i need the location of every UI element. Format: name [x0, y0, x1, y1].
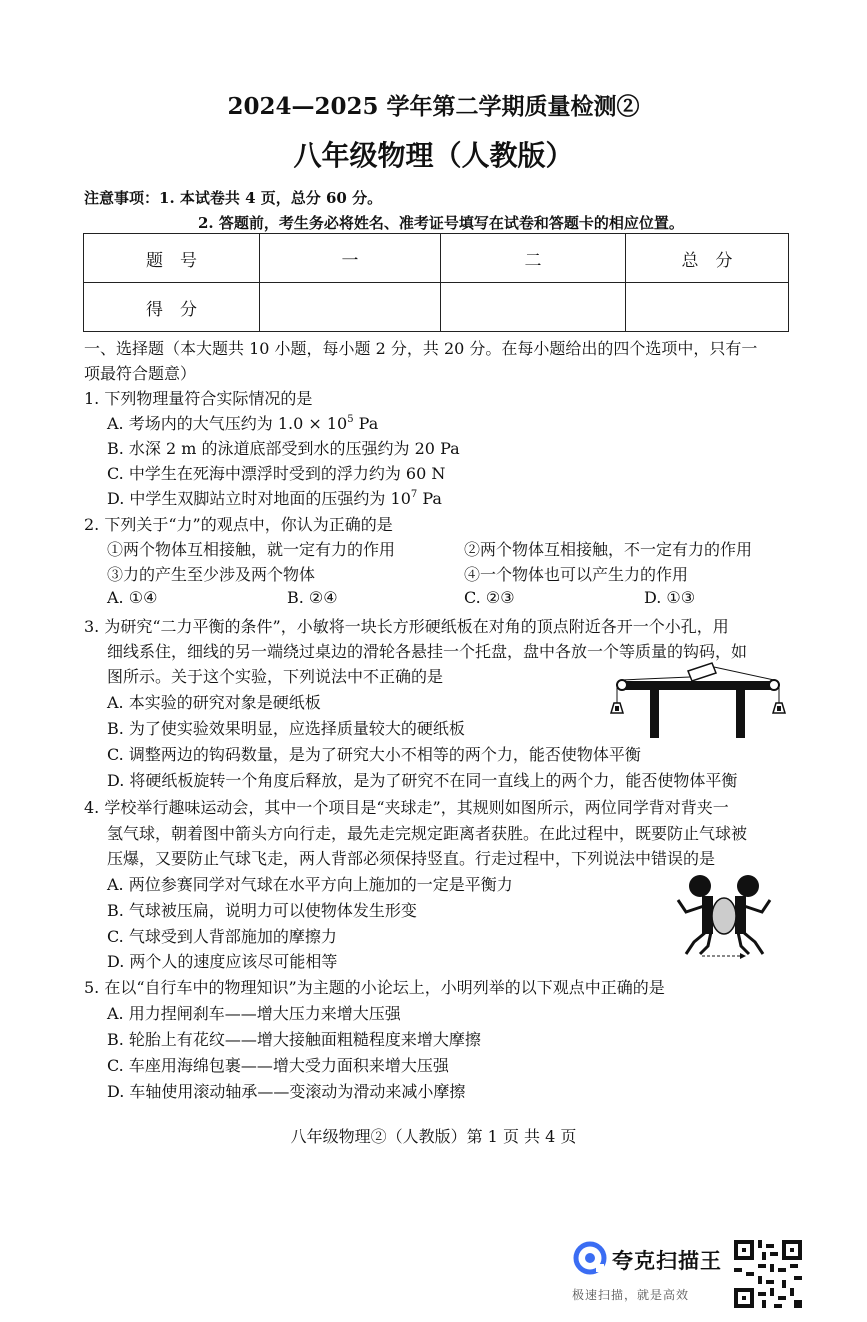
score-header-cell: 总 分: [626, 234, 789, 283]
qr-code: [734, 1240, 802, 1308]
score-header-cell: 一: [260, 234, 441, 283]
question-2-statement-4: ④一个物体也可以产生力的作用: [464, 565, 689, 584]
question-2-statement-1: ①两个物体互相接触，就一定有力的作用: [107, 540, 396, 559]
section-1-intro: 一、选择题（本大题共 10 小题，每小题 2 分，共 20 分。在每小题给出的四个选项中，只有一: [84, 339, 758, 358]
scanner-slogan: 极速扫描，就是高效: [572, 1288, 690, 1302]
section-1-intro-cont: 项最符合题意）: [84, 364, 197, 383]
question-3-option-b: B. 为了使实验效果明显，应选择质量较大的硬纸板: [107, 719, 465, 738]
question-4-option-d: D. 两个人的速度应该尽可能相等: [107, 952, 338, 971]
question-3-option-a: A. 本实验的研究对象是硬纸板: [107, 693, 321, 712]
question-3-stem-1: 3. 为研究“二力平衡的条件”，小敏将一块长方形硬纸板在对角的顶点附近各开一个小孔，用: [84, 617, 729, 636]
question-1-option-d: D. 中学生双脚站立时对地面的压强约为 $10^7$ Pa: [107, 489, 442, 508]
question-4-stem-3: 压爆，又要防止气球飞走，两人背部必须保持竖直。行走过程中，下列说法中错误的是: [107, 849, 716, 868]
notice-line-2: 2. 答题前，考生务必将姓名、准考证号填写在试卷和答题卡的相应位置。: [198, 214, 684, 232]
question-5-option-c: C. 车座用海绵包裹——增大受力面积来增大压强: [107, 1056, 449, 1075]
question-1-option-a: A. 考场内的大气压约为 $1.0 \times 10^5$ Pa: [107, 414, 379, 433]
question-1-option-b: B. 水深 2 m 的泳道底部受到水的压强约为 20 Pa: [107, 439, 460, 458]
question-3-option-d: D. 将硬纸板旋转一个角度后释放，是为了研究不在同一直线上的两个力，能否使物体平衡: [107, 771, 738, 790]
question-4-stem-2: 氢气球，朝着图中箭头方向行走，最先走完规定距离者获胜。在此过程中，既要防止气球被: [107, 824, 748, 843]
score-header-cell: 题 号: [84, 234, 260, 283]
question-2-option-d: D. ①③: [644, 588, 696, 607]
question-5-option-d: D. 车轴使用滚动轴承——变滚动为滑动来减小摩擦: [107, 1082, 466, 1101]
question-2-option-b: B. ②④: [287, 588, 338, 607]
score-header-cell: 二: [441, 234, 626, 283]
question-4-option-c: C. 气球受到人背部施加的摩擦力: [107, 927, 337, 946]
two-force-balance-figure: [608, 655, 788, 740]
score-row-label: 得 分: [84, 283, 260, 332]
score-cell[interactable]: [441, 283, 626, 332]
score-cell[interactable]: [626, 283, 789, 332]
page-footer: 八年级物理②（人教版）第 1 页 共 4 页: [290, 1127, 577, 1146]
scanner-brand-name: 夸克扫描王: [612, 1249, 722, 1273]
question-5-option-a: A. 用力捏闸刹车——增大压力来增大压强: [107, 1004, 401, 1023]
question-2-stem: 2. 下列关于“力”的观点中，你认为正确的是: [84, 515, 393, 534]
question-4-stem-1: 4. 学校举行趣味运动会，其中一个项目是“夹球走”，其规则如图所示，两位同学背对背夹一: [84, 798, 729, 817]
question-1-option-c: C. 中学生在死海中漂浮时受到的浮力约为 60 N: [107, 464, 446, 483]
question-4-option-a: A. 两位参赛同学对气球在水平方向上施加的一定是平衡力: [107, 875, 513, 894]
notice-line-1: 注意事项：1. 本试卷共 4 页，总分 60 分。: [84, 189, 383, 207]
question-2-statement-3: ③力的产生至少涉及两个物体: [107, 565, 316, 584]
question-2-statement-2: ②两个物体互相接触，不一定有力的作用: [464, 540, 753, 559]
question-2-option-a: A. ①④: [107, 588, 158, 607]
question-3-stem-3: 图所示。关于这个实验，下列说法中不正确的是: [107, 667, 444, 686]
question-5-option-b: B. 轮胎上有花纹——增大接触面粗糙程度来增大摩擦: [107, 1030, 481, 1049]
exam-subtitle: 八年级物理（人教版）: [293, 139, 574, 172]
question-1-stem: 1. 下列物理量符合实际情况的是: [84, 389, 313, 408]
question-2-option-c: C. ②③: [464, 588, 515, 607]
score-table: [83, 233, 789, 332]
score-cell[interactable]: [260, 283, 441, 332]
question-5-stem: 5. 在以“自行车中的物理知识”为主题的小论坛上，小明列举的以下观点中正确的是: [84, 978, 665, 997]
balloon-walk-figure: [668, 874, 778, 962]
question-4-option-b: B. 气球被压扁，说明力可以使物体发生形变: [107, 901, 417, 920]
question-3-stem-2: 细线系住，细线的另一端绕过桌边的滑轮各悬挂一个托盘，盘中各放一个等质量的钩码，如: [107, 642, 748, 661]
scanner-logo-icon: [572, 1240, 608, 1276]
score-table-header-row: [84, 234, 789, 283]
question-3-option-c: C. 调整两边的钩码数量，是为了研究大小不相等的两个力，能否使物体平衡: [107, 745, 641, 764]
score-table-score-row: [84, 283, 789, 332]
exam-title: 2024—2025 学年第二学期质量检测②: [227, 93, 640, 120]
